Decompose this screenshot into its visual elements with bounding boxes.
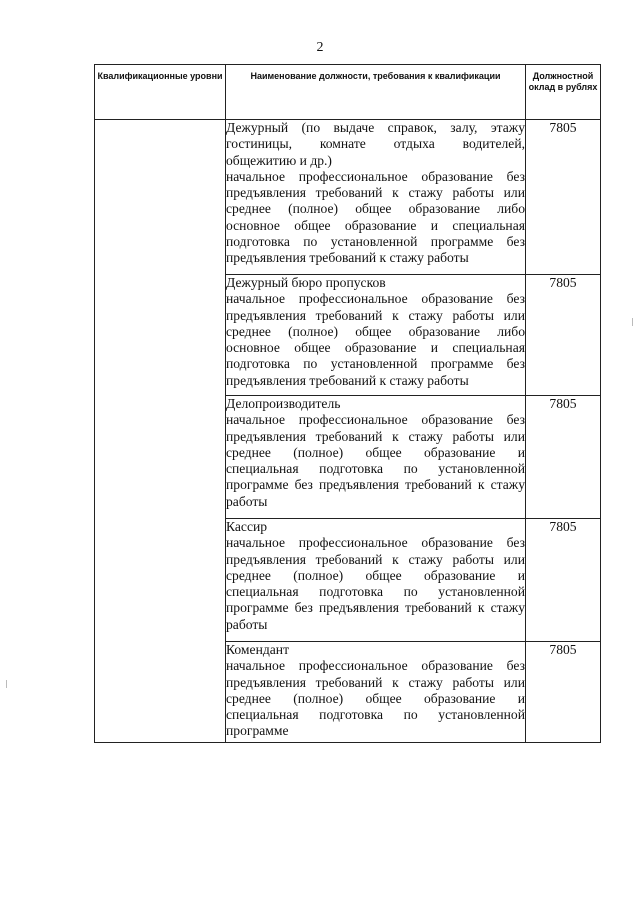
position-title: Комендант xyxy=(226,642,290,657)
position-cell xyxy=(226,120,526,275)
position-title: Делопроизводитель xyxy=(226,396,341,411)
scan-mark xyxy=(632,318,633,326)
page-number: 2 xyxy=(316,40,324,55)
salary-cell: 7805 xyxy=(526,396,601,519)
position-title: Дежурный (по выдаче справок, залу, этажу гостиницы, комнате отдыха водителей, общежитию и др.) xyxy=(226,120,525,168)
levels-cell xyxy=(95,120,226,743)
salary-cell: 7805 xyxy=(526,120,601,275)
header-position: Наименование должности, требования к квалификации xyxy=(226,65,526,120)
position-cell xyxy=(226,642,526,743)
position-cell xyxy=(226,396,526,519)
position-requirements: начальное профессиональное образование без предъявления требований к стажу работы или среднее (полное) общее образование и специальная подготовка по установленной программе xyxy=(226,658,525,739)
position-title: Кассир xyxy=(226,519,268,534)
table-header-row xyxy=(95,65,601,120)
position-requirements: начальное профессиональное образование без предъявления требований к стажу работы или среднее (полное) общее образование либо основное общее образование и специальная подготовка по установленной программе без предъявления требований к стажу работы xyxy=(226,168,525,266)
qualification-table xyxy=(94,64,601,743)
position-cell xyxy=(226,275,526,396)
position-cell xyxy=(226,519,526,642)
salary-cell: 7805 xyxy=(526,642,601,743)
header-levels: Квалификационные уровни xyxy=(95,65,226,120)
position-requirements: начальное профессиональное образование без предъявления требований к стажу работы или среднее (полное) общее образование и специальная подготовка по установленной программе без предъявления требований к стажу работы xyxy=(226,412,525,509)
position-requirements: начальное профессиональное образование без предъявления требований к стажу работы или среднее (полное) общее образование либо основное общее образование и специальная подготовка по установленной программе без предъявления требований к стажу работы xyxy=(226,291,525,388)
salary-cell: 7805 xyxy=(526,275,601,396)
header-salary: Должностной оклад в рублях xyxy=(526,65,601,120)
salary-cell: 7805 xyxy=(526,519,601,642)
position-title: Дежурный бюро пропусков xyxy=(226,275,386,290)
position-requirements: начальное профессиональное образование без предъявления требований к стажу работы или среднее (полное) общее образование и специальная подготовка по установленной программе без предъявления требований к стажу работы xyxy=(226,535,525,632)
scan-mark xyxy=(6,680,7,688)
table-row xyxy=(95,120,601,275)
